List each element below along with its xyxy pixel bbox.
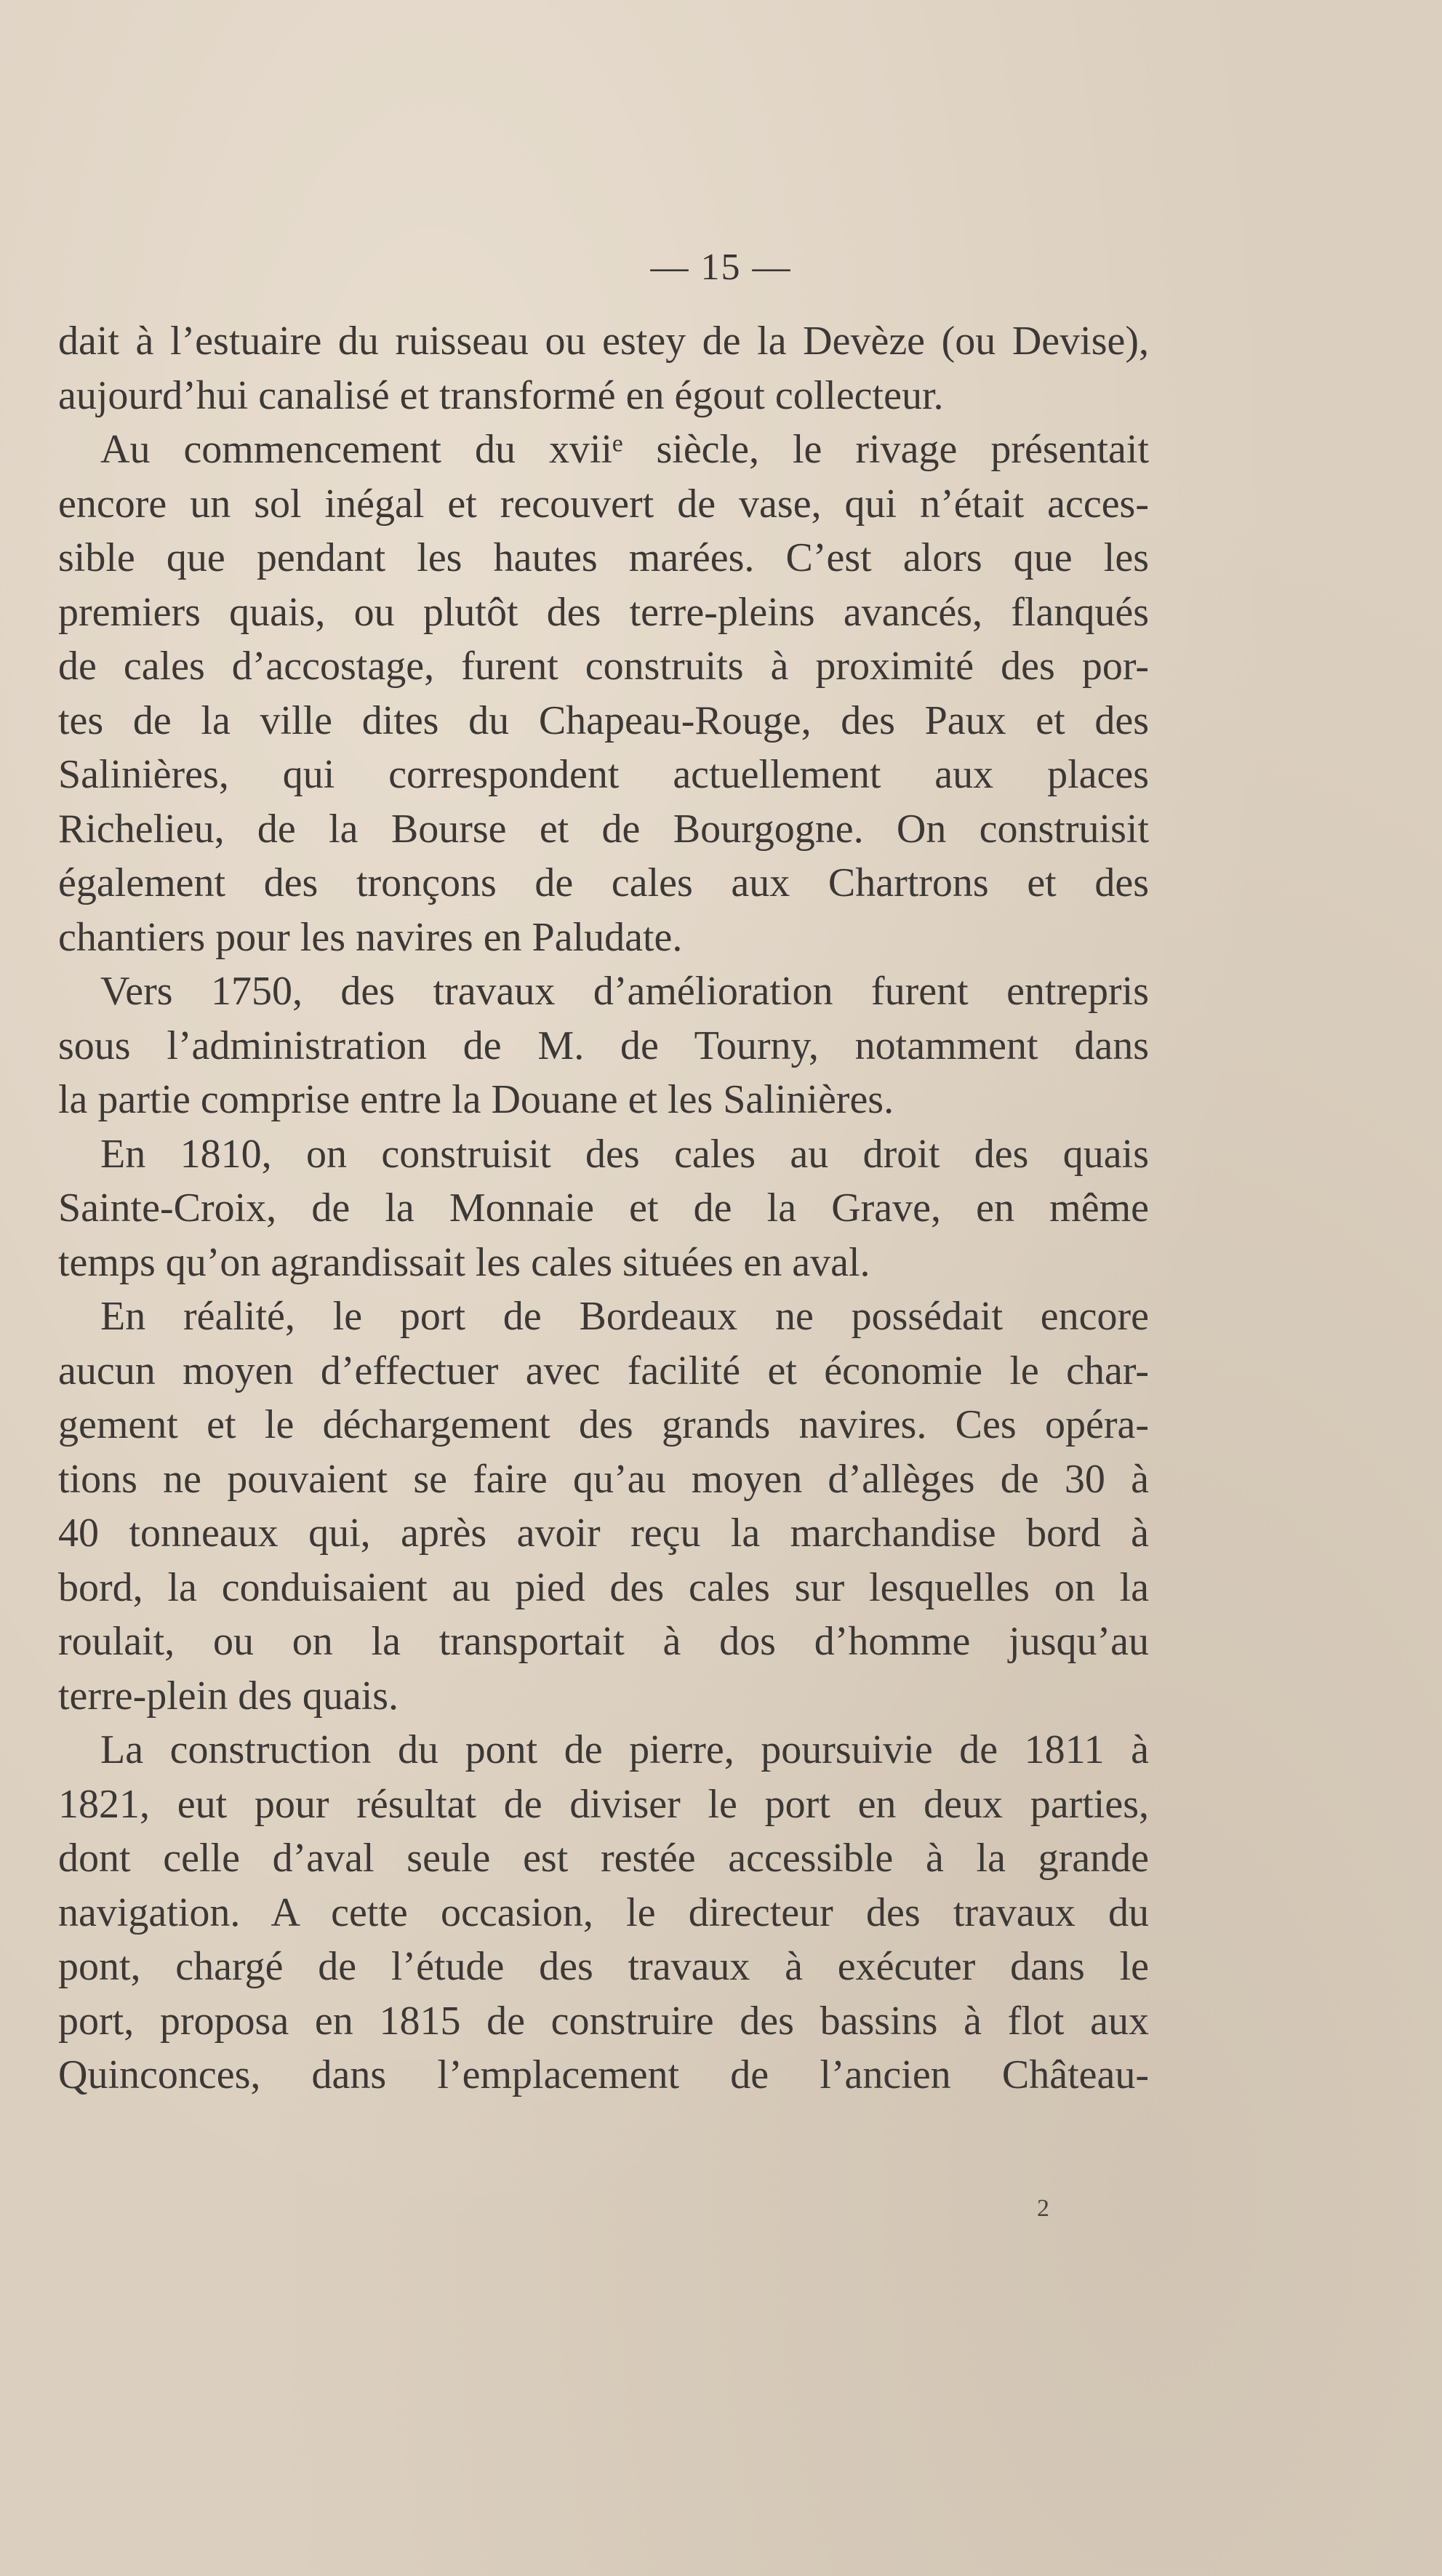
text-line: tions ne pouvaient se faire qu’au moyen d’allèges de 30 à <box>58 1456 1149 1502</box>
text-line: dont celle d’aval seule est restée accessible à la grande <box>58 1836 1149 1881</box>
text-line: bord, la conduisaient au pied des cales sur lesquelles on la <box>58 1564 1149 1610</box>
text-line: aucun moyen d’effectuer avec facilité et économie le char- <box>58 1348 1149 1393</box>
text-line: pont, chargé de l’étude des travaux à exécuter dans le <box>58 1944 1149 1989</box>
text-line: temps qu’on agrandissait les cales situées en aval. <box>58 1239 870 1285</box>
text-line: encore un sol inégal et recouvert de vase, qui n’était acces- <box>58 481 1149 527</box>
text-line: 40 tonneaux qui, après avoir reçu la marchandise bord à <box>58 1511 1149 1556</box>
text-line: Sainte-Croix, de la Monnaie et de la Grave, en même <box>58 1185 1149 1231</box>
text-line: dait à l’estuaire du ruisseau ou estey de la Devèze (ou Devise), <box>58 319 1149 364</box>
text-line: En 1810, on construisit des cales au droit des quais <box>100 1131 1149 1177</box>
text-line: la partie comprise entre la Douane et les Salinières. <box>58 1077 894 1122</box>
text-line: Au commencement du xviiᵉ siècle, le rivage présentait <box>100 427 1149 472</box>
text-line: En réalité, le port de Bordeaux ne possédait encore <box>100 1294 1149 1339</box>
text-line: roulait, ou on la transportait à dos d’homme jusqu’au <box>58 1619 1149 1664</box>
text-line: sible que pendant les hautes marées. C’est alors que les <box>58 535 1149 580</box>
text-line: premiers quais, ou plutôt des terre-pleins avancés, flanqués <box>58 589 1149 635</box>
text-line: sous l’administration de M. de Tourny, notamment dans <box>58 1023 1149 1068</box>
text-line: terre-plein des quais. <box>58 1673 399 1719</box>
signature-mark: 2 <box>1037 2195 1049 2222</box>
body-text <box>58 314 1149 2103</box>
text-line: La construction du pont de pierre, poursuivie de 1811 à <box>100 1727 1149 1772</box>
text-line: Richelieu, de la Bourse et de Bourgogne. On construisit <box>58 806 1149 852</box>
text-line: 1821, eut pour résultat de diviser le port en deux parties, <box>58 1781 1149 1827</box>
text-line: de cales d’accostage, furent construits à proximité des por- <box>58 644 1149 689</box>
text-line: également des tronçons de cales aux Chartrons et des <box>58 860 1149 905</box>
text-line: Quinconces, dans l’emplacement de l’ancien Château- <box>58 2052 1149 2097</box>
text-line: navigation. A cette occasion, le directeur des travaux du <box>58 1889 1149 1935</box>
text-line: chantiers pour les navires en Paludate. <box>58 914 683 960</box>
text-line: Salinières, qui correspondent actuellement aux places <box>58 752 1149 797</box>
page-number: — 15 — <box>650 247 792 288</box>
text-line: tes de la ville dites du Chapeau-Rouge, des Paux et des <box>58 697 1149 743</box>
text-line: gement et le déchargement des grands navires. Ces opéra- <box>58 1402 1149 1447</box>
text-line: port, proposa en 1815 de construire des bassins à flot aux <box>58 1998 1149 2044</box>
text-line: aujourd’hui canalisé et transformé en égout collecteur. <box>58 372 944 418</box>
text-line: Vers 1750, des travaux d’amélioration furent entrepris <box>100 969 1149 1014</box>
